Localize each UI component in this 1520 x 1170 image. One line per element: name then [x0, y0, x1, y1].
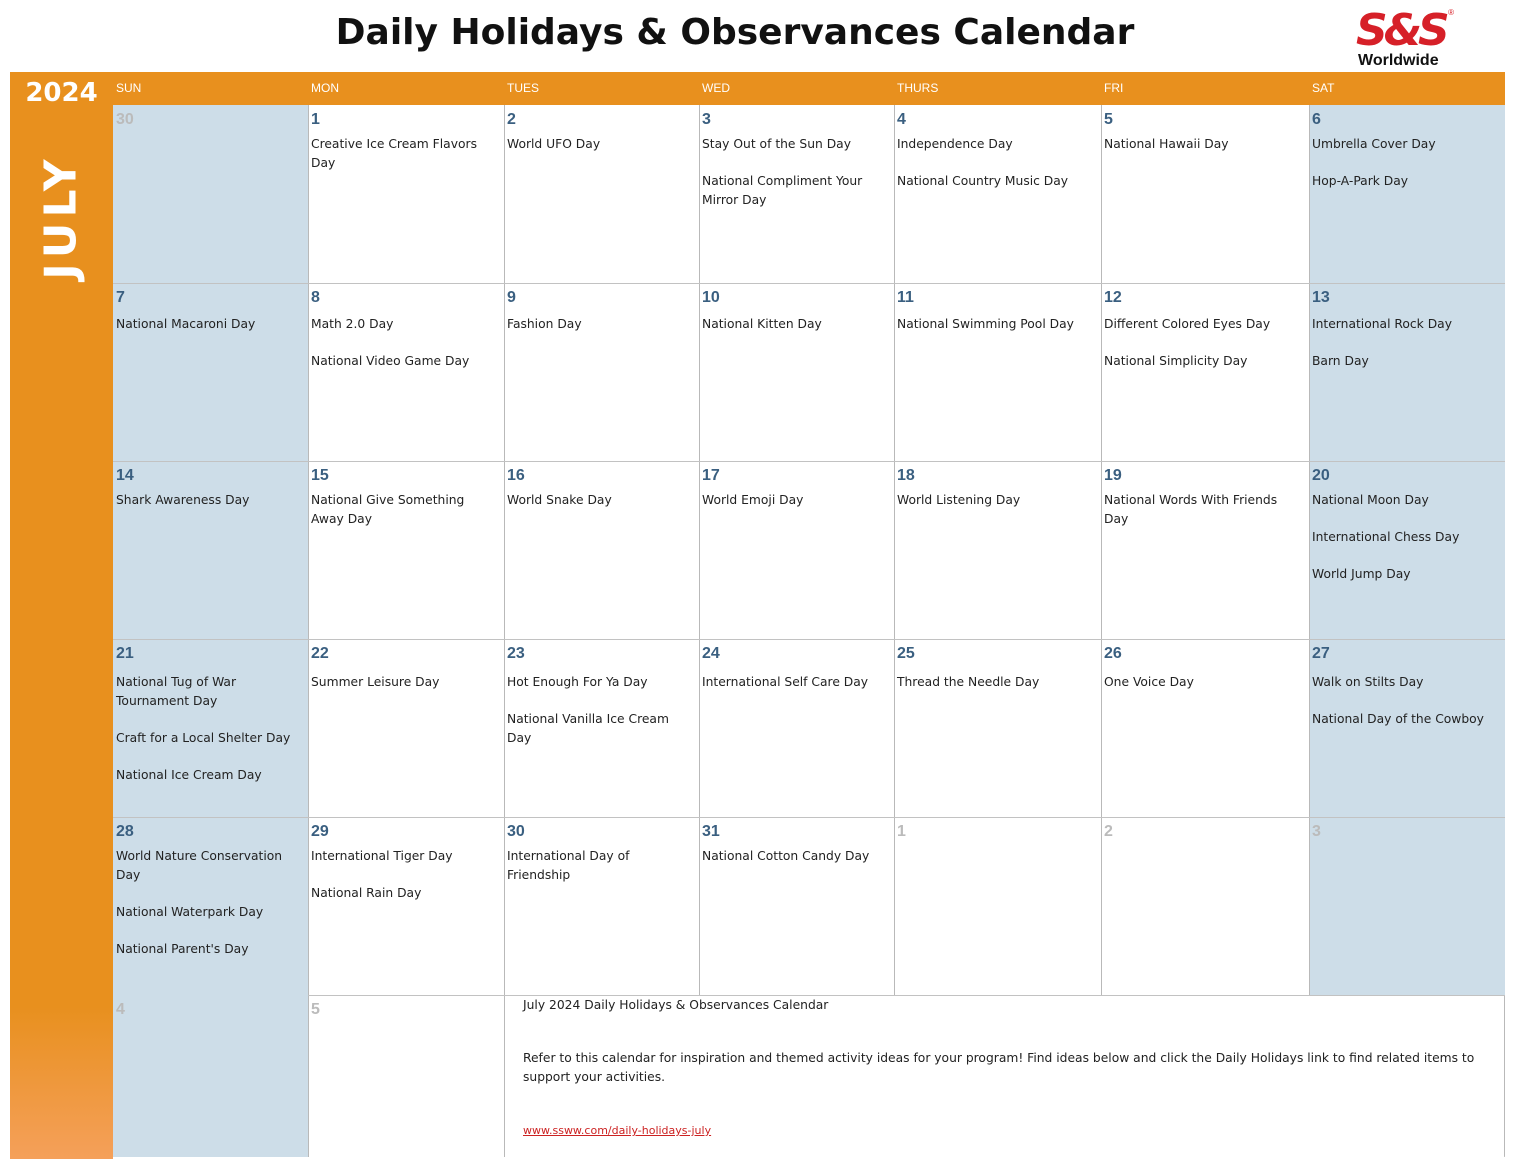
holiday-item: National Tug of War Tournament Day [116, 675, 237, 708]
day-number: 19 [1104, 467, 1122, 484]
weekday-sun: SUN [116, 81, 142, 95]
weekday-tues: TUES [507, 81, 540, 95]
event-list [507, 847, 695, 903]
day-number: 4 [116, 1001, 125, 1018]
event-list [507, 491, 695, 528]
day-number: 30 [507, 823, 525, 840]
day-number: 27 [1312, 645, 1330, 662]
holiday-item: Stay Out of the Sun Day [702, 137, 851, 151]
info-title: July 2024 Daily Holidays & Observances Calendar [523, 998, 829, 1012]
holiday-item: International Chess Day [1312, 530, 1460, 545]
holiday-item: Hop-A-Park Day [1312, 174, 1409, 189]
holiday-item: National Parent's Day [116, 941, 249, 956]
holiday-item: National Rain Day [311, 886, 422, 901]
day-cell[interactable] [1309, 817, 1505, 995]
month-sidebar [10, 72, 113, 1159]
holiday-item: Summer Leisure Day [311, 675, 440, 689]
weekday-wed: WED [702, 81, 730, 95]
holiday-item: Walk on Stilts Day [1312, 675, 1424, 689]
grid-line [308, 105, 309, 1157]
holiday-item: One Voice Day [1104, 675, 1194, 689]
holiday-item: Umbrella Cover Day [1312, 137, 1436, 151]
registered-mark: ® [1448, 8, 1454, 17]
day-number: 15 [311, 467, 329, 484]
day-cell[interactable] [1101, 639, 1309, 817]
holiday-item: World Emoji Day [702, 493, 804, 507]
day-cell[interactable] [699, 461, 894, 639]
day-cell[interactable] [504, 105, 699, 283]
day-number: 16 [507, 467, 525, 484]
day-number: 4 [897, 111, 906, 128]
event-list [1312, 315, 1501, 389]
month-label: JULY [35, 154, 87, 280]
day-cell[interactable] [113, 105, 308, 283]
day-number: 12 [1104, 289, 1122, 306]
weekday-header [113, 72, 1505, 105]
holiday-item: Shark Awareness Day [116, 493, 250, 507]
day-number: 26 [1104, 645, 1122, 662]
grid-line [113, 283, 1505, 284]
day-number: 18 [897, 467, 915, 484]
day-cell[interactable] [1101, 283, 1309, 461]
day-cell[interactable] [113, 283, 308, 461]
logo-mark: S&S [1356, 5, 1446, 56]
day-cell[interactable] [894, 461, 1101, 639]
holiday-item: Hot Enough For Ya Day [507, 675, 648, 689]
day-cell[interactable] [1309, 639, 1505, 817]
day-cell[interactable] [699, 817, 894, 995]
holiday-item: International Tiger Day [311, 849, 453, 863]
event-list [116, 673, 304, 803]
day-cell[interactable] [1101, 105, 1309, 283]
event-list [311, 315, 500, 389]
day-number: 20 [1312, 467, 1330, 484]
holiday-item: World UFO Day [507, 137, 601, 151]
holiday-item: Barn Day [1312, 354, 1369, 369]
holiday-item: Math 2.0 Day [311, 317, 394, 331]
day-number: 1 [897, 823, 906, 840]
day-number: 6 [1312, 111, 1321, 128]
event-list [311, 847, 500, 921]
event-list [311, 673, 500, 710]
daily-holidays-link[interactable]: www.ssww.com/daily-holidays-july [523, 1124, 712, 1137]
holiday-item: National Compliment Your Mirror Day [702, 174, 863, 207]
day-cell[interactable] [504, 817, 699, 995]
day-cell[interactable] [1101, 817, 1309, 995]
day-cell[interactable] [894, 105, 1101, 283]
grid-line [1101, 105, 1102, 995]
holiday-item: International Day of Friendship [507, 849, 630, 882]
day-number: 31 [702, 823, 720, 840]
event-list [116, 315, 304, 352]
event-list [702, 135, 890, 228]
holiday-item: World Nature Conservation Day [116, 849, 283, 882]
year-label: 2024 [25, 78, 98, 108]
day-number: 1 [311, 111, 320, 128]
event-list [116, 491, 304, 528]
grid-line [113, 817, 1505, 818]
holiday-item: National Cotton Candy Day [702, 849, 870, 863]
holiday-item: National Hawaii Day [1104, 137, 1229, 151]
event-list [1312, 491, 1501, 602]
grid-line [699, 105, 700, 995]
day-cell[interactable] [504, 461, 699, 639]
event-list [1104, 491, 1305, 547]
day-cell[interactable] [308, 639, 504, 817]
day-number: 3 [1312, 823, 1321, 840]
weekday-thurs: THURS [897, 81, 939, 95]
holiday-item: Creative Ice Cream Flavors Day [311, 137, 477, 170]
holiday-item: National Words With Friends Day [1104, 493, 1278, 526]
holiday-item: National Country Music Day [897, 174, 1069, 189]
day-cell[interactable] [894, 283, 1101, 461]
holiday-item: International Self Care Day [702, 675, 869, 689]
day-number: 14 [116, 467, 134, 484]
day-number: 9 [507, 289, 516, 306]
day-number: 30 [116, 111, 134, 128]
holiday-item: World Snake Day [507, 493, 612, 507]
holiday-item: World Listening Day [897, 493, 1021, 507]
day-cell[interactable] [894, 639, 1101, 817]
day-number: 21 [116, 645, 134, 662]
holiday-item: Fashion Day [507, 317, 582, 331]
holiday-item: Thread the Needle Day [897, 675, 1040, 689]
day-cell[interactable] [699, 283, 894, 461]
day-number: 2 [507, 111, 516, 128]
event-list [507, 135, 695, 172]
event-list [897, 315, 1097, 352]
grid-line [113, 461, 1505, 462]
holiday-item: Craft for a Local Shelter Day [116, 730, 291, 745]
day-cell[interactable] [504, 283, 699, 461]
brand-logo[interactable] [1348, 6, 1464, 72]
day-cell[interactable] [308, 995, 504, 1157]
day-cell[interactable] [113, 639, 308, 817]
event-list [116, 847, 304, 977]
day-cell[interactable] [699, 639, 894, 817]
holiday-item: International Rock Day [1312, 317, 1452, 331]
day-number: 17 [702, 467, 720, 484]
event-list [702, 315, 890, 352]
day-cell[interactable] [894, 817, 1101, 995]
day-cell[interactable] [113, 995, 308, 1157]
event-list [897, 673, 1097, 710]
day-cell[interactable] [308, 817, 504, 995]
grid-line [1309, 105, 1310, 995]
holiday-item: National Ice Cream Day [116, 767, 262, 782]
event-list [1312, 673, 1501, 747]
event-list [702, 847, 890, 884]
day-number: 8 [311, 289, 320, 306]
weekday-sat: SAT [1312, 81, 1335, 95]
day-number: 2 [1104, 823, 1113, 840]
grid-line [1504, 995, 1505, 1157]
holiday-item: National Simplicity Day [1104, 354, 1248, 369]
day-cell[interactable] [504, 639, 699, 817]
day-number: 24 [702, 645, 720, 662]
info-box [505, 996, 1504, 1157]
holiday-item: National Video Game Day [311, 354, 470, 369]
event-list [702, 491, 890, 528]
event-list [702, 673, 890, 710]
holiday-item: World Jump Day [1312, 567, 1411, 582]
holiday-item: National Swimming Pool Day [897, 317, 1074, 331]
day-cell[interactable] [1309, 461, 1505, 639]
day-cell[interactable] [699, 105, 894, 283]
holiday-item: National Waterpark Day [116, 904, 264, 919]
event-list [507, 673, 695, 766]
day-number: 13 [1312, 289, 1330, 306]
day-cell[interactable] [1309, 283, 1505, 461]
holiday-item: National Macaroni Day [116, 317, 256, 331]
day-number: 10 [702, 289, 720, 306]
event-list [1104, 673, 1305, 710]
page-title: Daily Holidays & Observances Calendar [335, 12, 1135, 53]
day-number: 25 [897, 645, 915, 662]
day-cell[interactable] [308, 461, 504, 639]
event-list [311, 135, 500, 191]
weekday-mon: MON [311, 81, 339, 95]
holiday-item: Different Colored Eyes Day [1104, 317, 1271, 331]
day-cell[interactable] [113, 817, 308, 995]
day-cell[interactable] [1309, 105, 1505, 283]
grid-line [113, 639, 1505, 640]
holiday-item: National Day of the Cowboy [1312, 712, 1484, 727]
day-number: 5 [1104, 111, 1113, 128]
event-list [1104, 315, 1305, 389]
day-cell[interactable] [113, 461, 308, 639]
day-number: 7 [116, 289, 125, 306]
day-cell[interactable] [308, 105, 504, 283]
holiday-item: Independence Day [897, 137, 1013, 151]
day-number: 29 [311, 823, 329, 840]
day-number: 23 [507, 645, 525, 662]
event-list [897, 135, 1097, 209]
day-number: 28 [116, 823, 134, 840]
day-number: 22 [311, 645, 329, 662]
holiday-item: National Give Something Away Day [311, 493, 465, 526]
day-number: 11 [897, 289, 914, 306]
event-list [1104, 135, 1305, 172]
day-cell[interactable] [1101, 461, 1309, 639]
logo-subtitle: Worldwide [1358, 52, 1439, 69]
event-list [897, 491, 1097, 528]
weekday-fri: FRI [1104, 81, 1124, 95]
event-list [311, 491, 500, 547]
event-list [1312, 135, 1501, 209]
day-number: 3 [702, 111, 711, 128]
holiday-item: National Vanilla Ice Cream Day [507, 712, 669, 745]
day-number: 5 [311, 1001, 320, 1018]
info-text: Refer to this calendar for inspiration and themed activity ideas for your program! Find ideas below and click the Daily Holidays link to find related items to support your activities. [523, 1051, 1475, 1084]
event-list [507, 315, 695, 352]
holiday-item: National Moon Day [1312, 493, 1429, 507]
grid-line [894, 105, 895, 995]
day-cell[interactable] [308, 283, 504, 461]
holiday-item: National Kitten Day [702, 317, 822, 331]
